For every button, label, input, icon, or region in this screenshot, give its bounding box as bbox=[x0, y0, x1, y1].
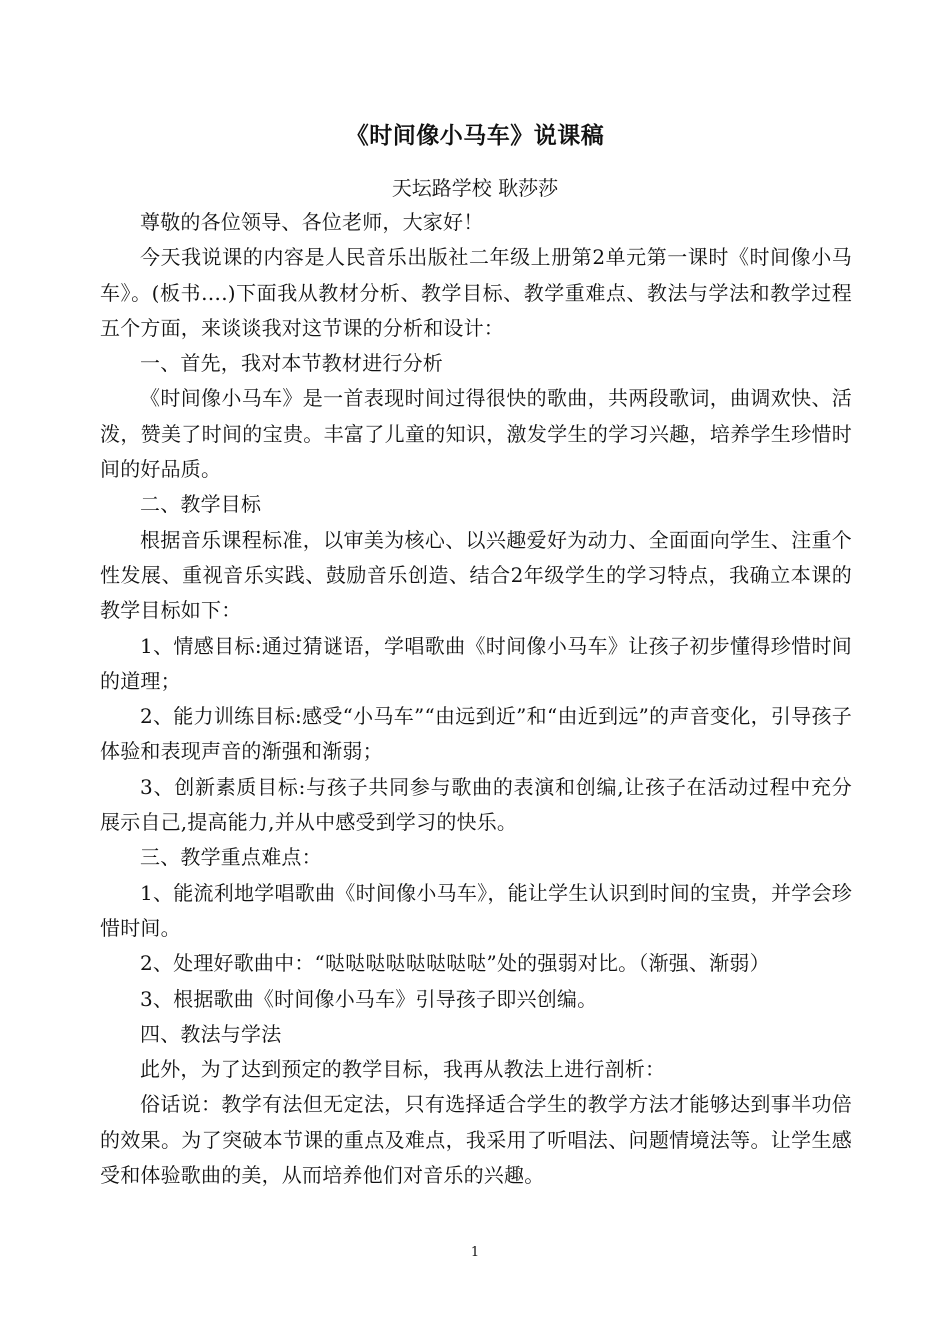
goal-item-innovation: 3、创新素质目标:与孩子共同参与歌曲的表演和创编,让孩子在活动过程中充分展示自己,提高能力,并从中感受到学习的快乐。 bbox=[100, 774, 852, 835]
goal-item-ability: 2、能力训练目标:感受“小马车”“由远到近”和“由近到远”的声音变化，引导孩子体验和表现声音的渐强和渐弱； bbox=[100, 704, 852, 764]
key-point-item-2: 2、处理好歌曲中：“哒哒哒哒哒哒哒哒”处的强弱对比。（渐强、渐弱） bbox=[140, 951, 770, 976]
section-heading-key-points: 三、教学重点难点： bbox=[140, 845, 322, 870]
paragraph-teaching-goals: 根据音乐课程标准，以审美为核心、以兴趣爱好为动力、全面面向学生、注重个性发展、重视音乐实践、鼓励音乐创造、结合2年级学生的学习特点，我确立本课的教学目标如下： bbox=[100, 527, 852, 623]
paragraph-methods-intro: 此外，为了达到预定的教学目标，我再从教法上进行剖析： bbox=[140, 1057, 666, 1082]
paragraph-greeting: 尊敬的各位领导、各位老师，大家好！ bbox=[140, 210, 484, 234]
paragraph-introduction: 今天我说课的内容是人民音乐出版社二年级上册第2单元第一课时《时间像小马车》。(板书….)下面我从教材分析、教学目标、教学重难点、教法与学法和教学过程五个方面，来谈谈我对这节课的分析和设计： bbox=[100, 245, 852, 340]
author-line: 天坛路学校 耿莎莎 bbox=[391, 176, 559, 200]
key-point-item-1: 1、能流利地学唱歌曲《时间像小马车》，能让学生认识到时间的宝贵，并学会珍惜时间。 bbox=[100, 880, 852, 940]
page-number: 1 bbox=[470, 1245, 480, 1260]
goal-item-emotion: 1、情感目标:通过猜谜语，学唱歌曲《时间像小马车》让孩子初步懂得珍惜时间的道理； bbox=[100, 633, 852, 693]
paragraph-methods-detail: 俗话说：教学有法但无定法，只有选择适合学生的教学方法才能够达到事半功倍的效果。为了突破本节课的重点及难点，我采用了听唱法、问题情境法等。让学生感受和体验歌曲的美，从而培养他们对音乐的兴趣。 bbox=[100, 1092, 852, 1188]
document-body bbox=[100, 205, 852, 1193]
section-heading-methods: 四、教法与学法 bbox=[140, 1021, 282, 1046]
key-point-item-3: 3、根据歌曲《时间像小马车》引导孩子即兴创编。 bbox=[140, 986, 598, 1011]
section-heading-material-analysis: 一、首先，我对本节教材进行分析 bbox=[140, 351, 443, 376]
document-title: 《时间像小马车》说课稿 bbox=[345, 123, 605, 149]
section-heading-teaching-goals: 二、教学目标 bbox=[140, 492, 262, 517]
paragraph-material-analysis: 《时间像小马车》是一首表现时间过得很快的歌曲，共两段歌词，曲调欢快、活泼，赞美了时间的宝贵。丰富了儿童的知识，激发学生的学习兴趣，培养学生珍惜时间的好品质。 bbox=[100, 386, 852, 482]
